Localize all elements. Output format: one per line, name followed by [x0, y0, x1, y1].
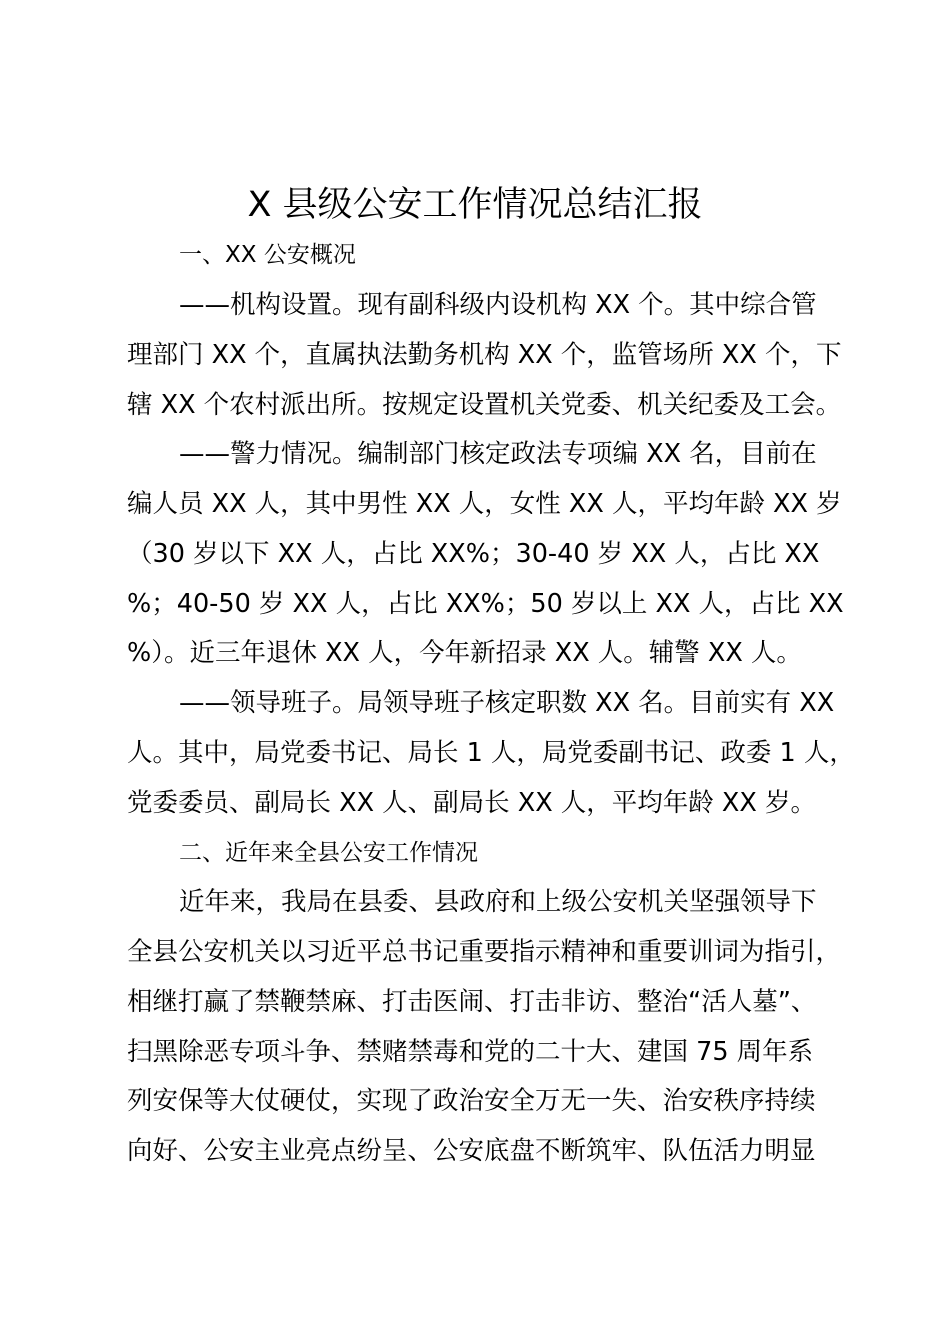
paragraph-line: ——警力情况。编制部门核定政法专项编 XX 名，目前在 — [179, 439, 817, 469]
paragraph-line: （30 岁以下 XX 人，占比 XX%；30-40 岁 XX 人，占比 XX — [127, 539, 820, 569]
paragraph-line: 近年来，我局在县委、县政府和上级公安机关坚强领导下 — [179, 887, 817, 917]
section-heading-1: 一、XX 公安概况 — [179, 242, 356, 268]
paragraph-line: 列安保等大仗硬仗，实现了政治安全万无一失、治安秩序持续 — [127, 1086, 816, 1116]
paragraph-line: 全县公安机关以习近平总书记重要指示精神和重要训词为指引， — [127, 937, 842, 967]
paragraph-line: 扫黑除恶专项斗争、禁赌禁毒和党的二十大、建国 75 周年系 — [127, 1037, 814, 1067]
paragraph-line: ——机构设置。现有副科级内设机构 XX 个。其中综合管 — [179, 290, 817, 320]
paragraph-line: %）。近三年退休 XX 人，今年新招录 XX 人。辅警 XX 人。 — [127, 638, 802, 668]
paragraph-line: ——领导班子。局领导班子核定职数 XX 名。目前实有 XX — [179, 688, 835, 718]
paragraph-line: 党委委员、副局长 XX 人、副局长 XX 人，平均年龄 XX 岁。 — [127, 788, 816, 818]
document-title: X 县级公安工作情况总结汇报 — [247, 185, 703, 225]
paragraph-line: 辖 XX 个农村派出所。按规定设置机关党委、机关纪委及工会。 — [127, 390, 842, 420]
paragraph-line: 编人员 XX 人，其中男性 XX 人，女性 XX 人，平均年龄 XX 岁 — [127, 489, 842, 519]
paragraph-line: %；40-50 岁 XX 人，占比 XX%；50 岁以上 XX 人，占比 XX — [127, 589, 844, 619]
paragraph-line: 向好、公安主业亮点纷呈、公安底盘不断筑牢、队伍活力明显 — [127, 1136, 816, 1166]
paragraph-line: 理部门 XX 个，直属执法勤务机构 XX 个，监管场所 XX 个，下 — [127, 340, 842, 370]
paragraph-line: 相继打赢了禁鞭禁麻、打击医闹、打击非访、整治“活人墓”、 — [127, 987, 817, 1017]
section-heading-2: 二、近年来全县公安工作情况 — [179, 840, 478, 866]
paragraph-line: 人。其中，局党委书记、局长 1 人，局党委副书记、政委 1 人， — [127, 738, 855, 768]
